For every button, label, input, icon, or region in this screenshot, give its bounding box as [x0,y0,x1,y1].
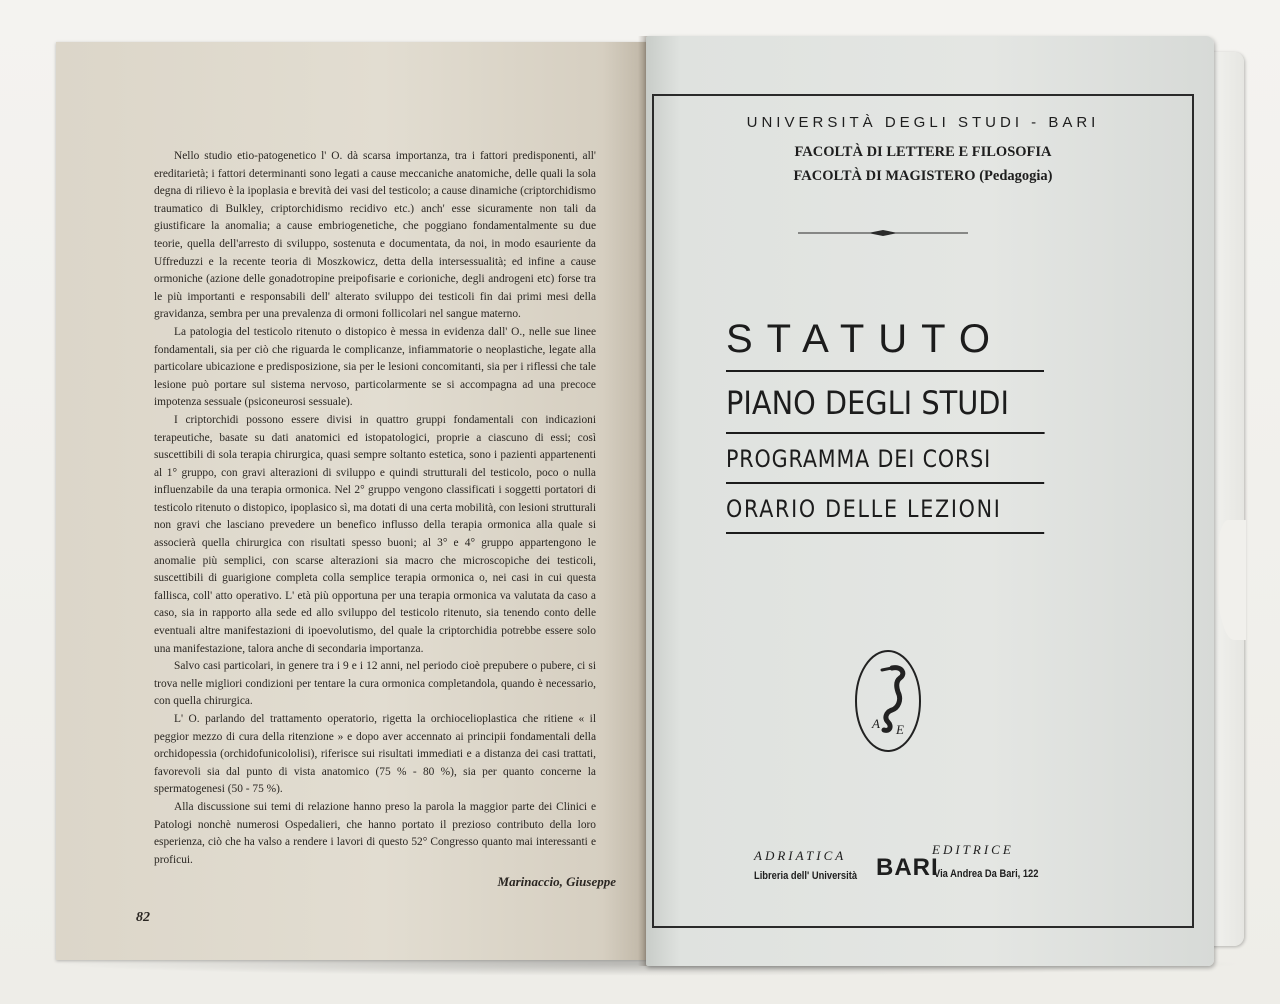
publisher-adriatica: ADRIATICA [754,848,847,863]
paragraph: Alla discussione sui temi di relazione hanno preso la parola la maggior parte dei Clinici e Patologi nonchè numerosi Ospedalieri, che hanno portato il prezioso contributo della loro esperienza, ciò che ha valso a rendere i lavori di questo 52° Congresso quanto mai interessanti e proficui. [154,800,596,866]
faculty-line: FACOLTÀ DI MAGISTERO (Pedagogia) [793,168,1053,184]
paragraph: L' O. parlando del trattamento operatorio, rigetta la orchiocelioplastica che ritiene « il peggior mezzo di cura della ritenzione » e dopo aver accennato ai principii fondamentali della orchidopessia (orchidofunicololisi), riferisce sui risultati immediati e a distanza dei casi trattati, favorevoli sia dal punto di vista anatomico (75 % - 80 %), sia per quanto concerne la spermatogenesi (50 - 75 %). [154,713,596,796]
seahorse-logo-icon [852,648,924,754]
ornament-rule [798,228,968,238]
university-heading: UNIVERSITÀ DEGLI STUDI - BARI [746,114,1100,131]
left-page [56,42,650,960]
paragraph: Salvo casi particolari, in genere tra i 9 e i 12 anni, nel periodo cioè prepubere o pubere, ci si trova nelle migliori condizioni per tentare la cura ormonica completandola, quando è necessario, con quella chirurgica. [154,660,596,708]
svg-text:E: E [896,722,904,737]
page-number: 82 [136,910,150,925]
cover-frame [652,94,1194,928]
title-statuto: STATUTO [726,316,1044,372]
title-block [726,316,1044,534]
faculty-line: FACOLTÀ DI LETTERE E FILOSOFIA [794,144,1052,160]
publisher-address: Via Andrea Da Bari, 122 [934,868,1039,880]
publisher-libreria: Libreria dell' Università [754,870,858,882]
article-text [154,148,596,869]
right-page [646,36,1214,966]
svg-text:A: A [872,716,880,731]
publisher-bari: BARI [876,854,939,881]
author-signature: Marinaccio, Giuseppe [497,874,616,889]
paragraph: Nello studio etio-patogenetico l' O. dà scarsa importanza, tra i fattori predisponenti, all' ereditarietà; i fattori determinanti sono legati a cause meccaniche anatomiche, delle quali la sola degna di rilievo è la ipoplasia e brevità dei vasi del testicolo; a cause dinamiche (criptorchidismo traumatico di Bulkley, criptorchidismo recidivo etc.) anch' esse sicuramente non tali da giustificare la anomalia; a cause embriogenetiche, che poggiano fondamentalmente su due teorie, quella dell'arresto di sviluppo, sostenuta e documentata, da noi, in modo esauriente da Uffreduzzi e la recente teoria di Moszkowicz, detta della intersessualità; ed infine a cause ormoniche (azione delle gonadotropine preipofisarie e corioniche, degli androgeni etc) forse tra le più importanti e responsabili dell' alterato sviluppo dei testicoli fin dai primi mesi della gravidanza, sembra per una prevalenza di ormoni follicolari nel sangue materno. [154,150,596,321]
paragraph: La patologia del testicolo ritenuto o distopico è messa in evidenza dall' O., nelle sue linee fondamentali, sia per ciò che riguarda le complicanze, infiammatorie o neoplastiche, legate alla particolare ubicazione e predisposizione, sia per le lesioni concomitanti, sia per i riflessi che tale lesione può portare sul sistema nervoso, particolarmente se si accompagna ad una precoce impotenza sessuale (psiconeurosi sessuale). [154,325,596,409]
title-programma: PROGRAMMA DEI CORSI [726,434,1044,484]
publisher-imprint [754,842,1054,898]
publisher-editrice: EDITRICE [932,842,1014,857]
paragraph: I criptorchidi possono essere divisi in quattro gruppi fondamentali con indicazioni terapeutiche, basate su dati anatomici ed istopatologici, proprie a ciascuno di essi; così suscettibili di sola terapia chirurgica, quasi sempre soltanto estetica, sono i pazienti appartenenti al 1° gruppo, con gravi alterazioni di sviluppo e quindi strutturali del testicolo, poco o nulla influenzabile da una terapia ormonica. Nel 2° gruppo vengono classificati i soggetti portatori di testicolo ritenuto o distopico, ipoplasico sì, ma dotati di una certa mobilità, con lesioni strutturali non gravi che lasciano prevedere un benefico influsso della terapia ormonica alla quale si associerà quella chirurgica con risultati spesso buoni; al 3° e 4° gruppo appartengono le anomalie più semplici, con scarse alterazioni sia macro che microscopiche dei testicoli, suscettibili di guarigione completa colla semplice terapia ormonica o, nei casi in cui questa fallisca, coll' atto operativo. L' età più opportuna per una terapia ormonica va valutata da caso a caso, sia in rapporto alla sede ed allo sviluppo del testicolo ritenuto, sia tenendo conto delle eventuali altre manifestazioni di ipoevolutismo, del quale la criptorchidia potrebbe essere solo una manifestazione, talora anche di secondaria importanza. [154,413,596,655]
title-piano: PIANO DEGLI STUDI [726,372,1045,434]
title-orario: ORARIO DELLE LEZIONI [726,484,1044,534]
